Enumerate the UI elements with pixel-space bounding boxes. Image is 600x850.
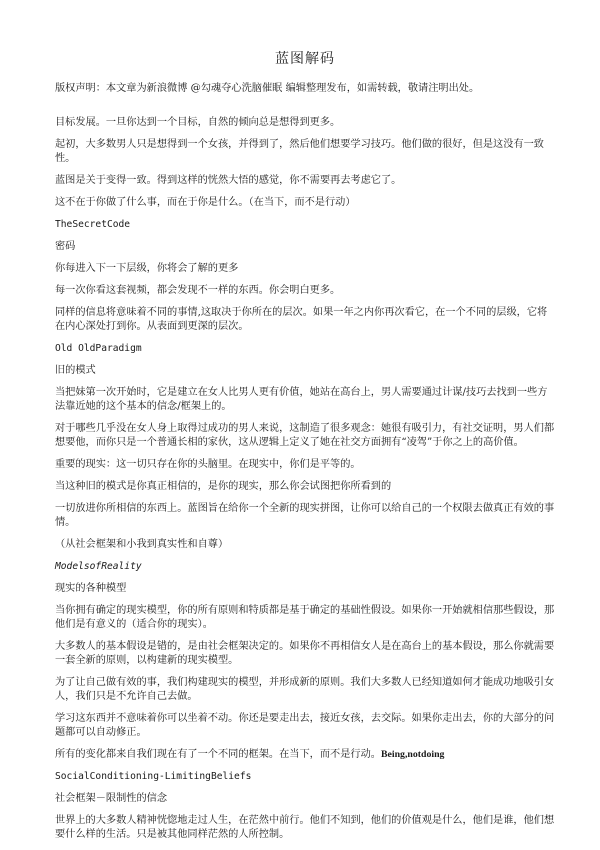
paragraph: 世界上的大多数人精神恍惚地走过人生，在茫然中前行。他们不知到，他们的价值观是什么，他们是谁，他们想要什么样的生活。只是被其他同样茫然的人所控制。 — [55, 815, 555, 840]
spacer — [55, 104, 555, 116]
paragraph: 大多数人的基本假设是错的，是由社会框架决定的。如果你不再相信女人是在高台上的基本假设，那么你就需要一套全新的原则，以构建新的现实模型。 — [55, 641, 555, 666]
paragraph — [55, 748, 555, 762]
inline-emphasis: Being,notdoing — [381, 749, 445, 760]
section-heading-en: SocialConditioning-LimitingBeliefs — [55, 771, 252, 782]
section-heading: 密码 — [55, 241, 76, 252]
paragraph: 同样的信息将意味着不同的事情,这取决于你所在的层次。如果一年之内你再次看它，在一个不同的层级，它将在内心深处打到你。从表面到更深的层次。 — [55, 307, 548, 332]
section-heading-en: TheSecretCode — [55, 219, 131, 230]
page-title: 蓝图解码 — [275, 51, 335, 67]
paragraph: 这不在于你做了什么事，而在于你是什么。（在当下，而不是行动） — [55, 197, 356, 208]
paragraph: 当你拥有确定的现实模型，你的所有原则和特质都是基于确定的基础性假设。如果你一开始就相信那些假设，那他们是有意义的（适合你的现实）。 — [55, 605, 555, 630]
paragraph: （从社会框架和小我到真实性和自尊） — [55, 539, 229, 550]
paragraph: 当这种旧的模式是你真正相信的，是你的现实，那么你会试图把你所看到的 — [55, 481, 392, 492]
paragraph-text: 所有的变化都来自我们现在有了一个不同的框架。在当下，而不是行动。 — [55, 749, 381, 760]
paragraph: 目标发展。一旦你达到一个目标，自然的倾向总是想得到更多。 — [55, 117, 341, 128]
copyright-notice: 版权声明：本文章为新浪微博 @勾魂夺心洗脑催眠 编辑整理发布，如需转载，敬请注明出处。 — [55, 83, 480, 94]
paragraph: 为了让自己做有效的事，我们构建现实的模型，并形成新的原则。我们大多数人已经知道如何才能成功地吸引女人，我们只是不允许自己去做。 — [55, 677, 555, 702]
paragraph: 每一次你看这套视频，都会发现不一样的东西。你会明白更多。 — [55, 285, 341, 296]
document-page — [55, 0, 555, 850]
section-heading: 社会框架－限制性的信念 — [55, 793, 168, 804]
section-heading-en: Old OldParadigm — [55, 343, 142, 354]
paragraph: 学习这东西并不意味着你可以坐着不动。你还是要走出去，接近女孩，去交际。如果你走出去，你的大部分的问题都可以自动修正。 — [55, 713, 555, 738]
paragraph: 对于哪些几乎没在女人身上取得过成功的男人来说，这制造了很多观念：她很有吸引力，有社交证明，男人们都想要他，而你只是一个普通长相的家伙，这从逻辑上定义了她在社交方面拥有“凌驾”于你之上的高价值。 — [55, 423, 555, 448]
paragraph: 你每进入下一下层级，你将会了解的更多 — [55, 263, 239, 274]
paragraph: 当把妹第一次开始时，它是建立在女人比男人更有价值，她站在高台上，男人需要通过计谋/技巧去找到一些方法靠近她的这个基本的信念/框架上的。 — [55, 387, 548, 412]
paragraph: 起初，大多数男人只是想得到一个女孩，并得到了，然后他们想要学习技巧。他们做的很好，但是这没有一致性。 — [55, 139, 544, 164]
paragraph: 一切放进你所相信的东西上。蓝图旨在给你一个全新的现实拼图，让你可以给自己的一个权限去做真正有效的事情。 — [55, 503, 555, 528]
paragraph: 蓝图是关于变得一致。得到这样的恍然大悟的感觉，你不需要再去考虑它了。 — [55, 175, 402, 186]
section-heading-en: ModelsofReality — [55, 561, 142, 572]
section-heading: 旧的模式 — [55, 365, 96, 376]
section-heading: 现实的各种模型 — [55, 583, 127, 594]
paragraph: 重要的现实：这一切只存在你的头脑里。在现实中，你们是平等的。 — [55, 459, 361, 470]
